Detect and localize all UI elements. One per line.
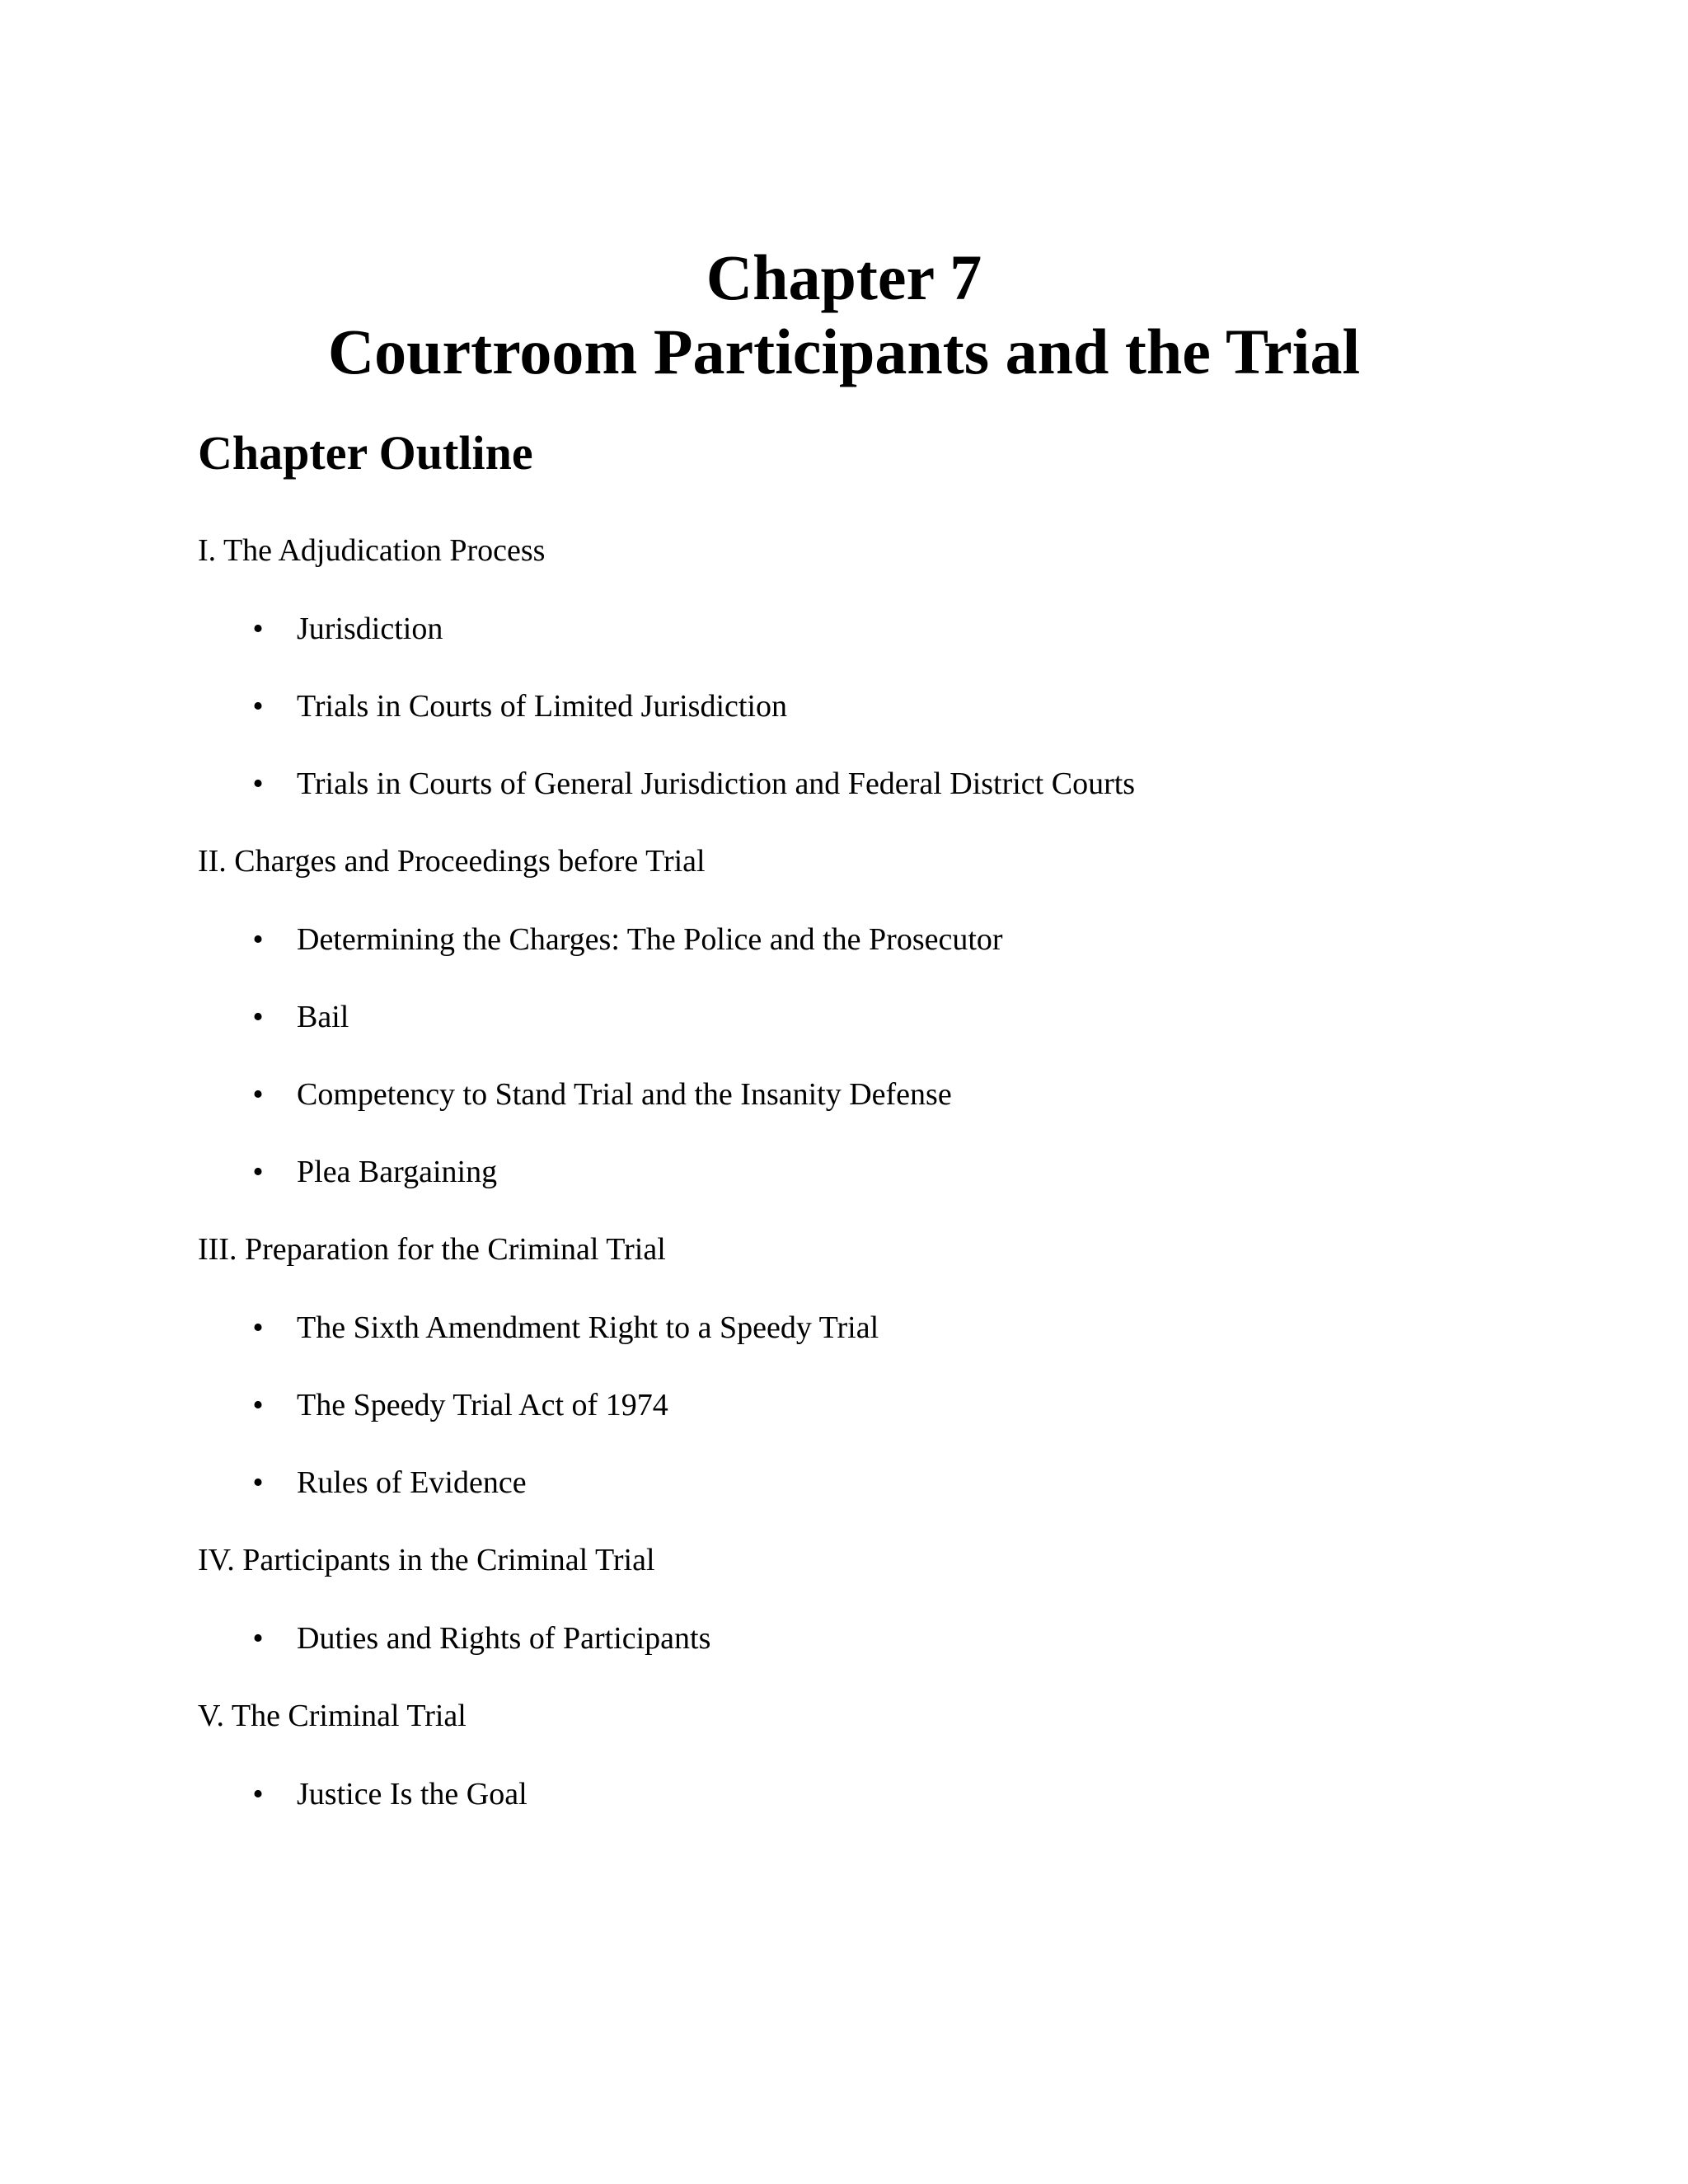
bullet-item [198, 921, 1517, 958]
bullet-item [198, 998, 1517, 1036]
outline-section [198, 1697, 1517, 1813]
bullet-item [198, 610, 1517, 648]
bullet-item [198, 1619, 1517, 1657]
bullet-text: The Speedy Trial Act of 1974 [297, 1388, 668, 1422]
bullet-item [198, 687, 1517, 725]
bullet-item [198, 1775, 1517, 1813]
bullet-dot-icon: • [252, 766, 264, 801]
chapter-outline [198, 532, 1517, 1813]
bullet-item [198, 765, 1517, 803]
bullet-list [198, 1619, 1517, 1657]
bullet-text: Trials in Courts of General Jurisdiction and Federal District Courts [297, 766, 1136, 801]
outline-section [198, 1541, 1517, 1657]
section-heading: III. Preparation for the Criminal Trial [198, 1232, 666, 1267]
bullet-item [198, 1309, 1517, 1347]
outline-section [198, 1230, 1517, 1502]
outline-section [198, 532, 1517, 803]
bullet-list [198, 1309, 1517, 1502]
bullet-text: The Sixth Amendment Right to a Speedy Trial [297, 1310, 879, 1345]
bullet-item [198, 1076, 1517, 1113]
bullet-text: Competency to Stand Trial and the Insanity Defense [297, 1077, 952, 1112]
section-heading: V. The Criminal Trial [198, 1699, 467, 1733]
bullet-dot-icon: • [252, 1155, 264, 1189]
bullet-dot-icon: • [252, 1465, 264, 1500]
bullet-text: Jurisdiction [297, 612, 443, 646]
bullet-text: Justice Is the Goal [297, 1777, 528, 1811]
bullet-text: Determining the Charges: The Police and the Prosecutor [297, 922, 1003, 957]
bullet-text: Duties and Rights of Participants [297, 1621, 711, 1656]
bullet-list [198, 610, 1517, 803]
bullet-text: Rules of Evidence [297, 1465, 527, 1500]
section-heading: II. Charges and Proceedings before Trial [198, 844, 706, 879]
bullet-dot-icon: • [252, 689, 264, 724]
bullet-item [198, 1386, 1517, 1424]
bullet-dot-icon: • [252, 1077, 264, 1112]
bullet-dot-icon: • [252, 1388, 264, 1422]
chapter-number: Chapter 7 [706, 241, 982, 314]
bullet-text: Plea Bargaining [297, 1155, 498, 1189]
section-heading: IV. Participants in the Criminal Trial [198, 1543, 655, 1577]
chapter-title [0, 241, 1688, 389]
bullet-list [198, 1775, 1517, 1813]
bullet-dot-icon: • [252, 1000, 264, 1034]
bullet-text: Trials in Courts of Limited Jurisdiction [297, 689, 787, 724]
section-heading: I. The Adjudication Process [198, 533, 546, 568]
bullet-dot-icon: • [252, 612, 264, 646]
bullet-dot-icon: • [252, 922, 264, 957]
bullet-dot-icon: • [252, 1621, 264, 1656]
bullet-item [198, 1153, 1517, 1191]
bullet-dot-icon: • [252, 1310, 264, 1345]
outline-section [198, 842, 1517, 1191]
bullet-dot-icon: • [252, 1777, 264, 1811]
outline-heading: Chapter Outline [198, 426, 533, 480]
bullet-list [198, 921, 1517, 1191]
bullet-text: Bail [297, 1000, 349, 1034]
chapter-name: Courtroom Participants and the Trial [327, 316, 1361, 388]
bullet-item [198, 1464, 1517, 1502]
